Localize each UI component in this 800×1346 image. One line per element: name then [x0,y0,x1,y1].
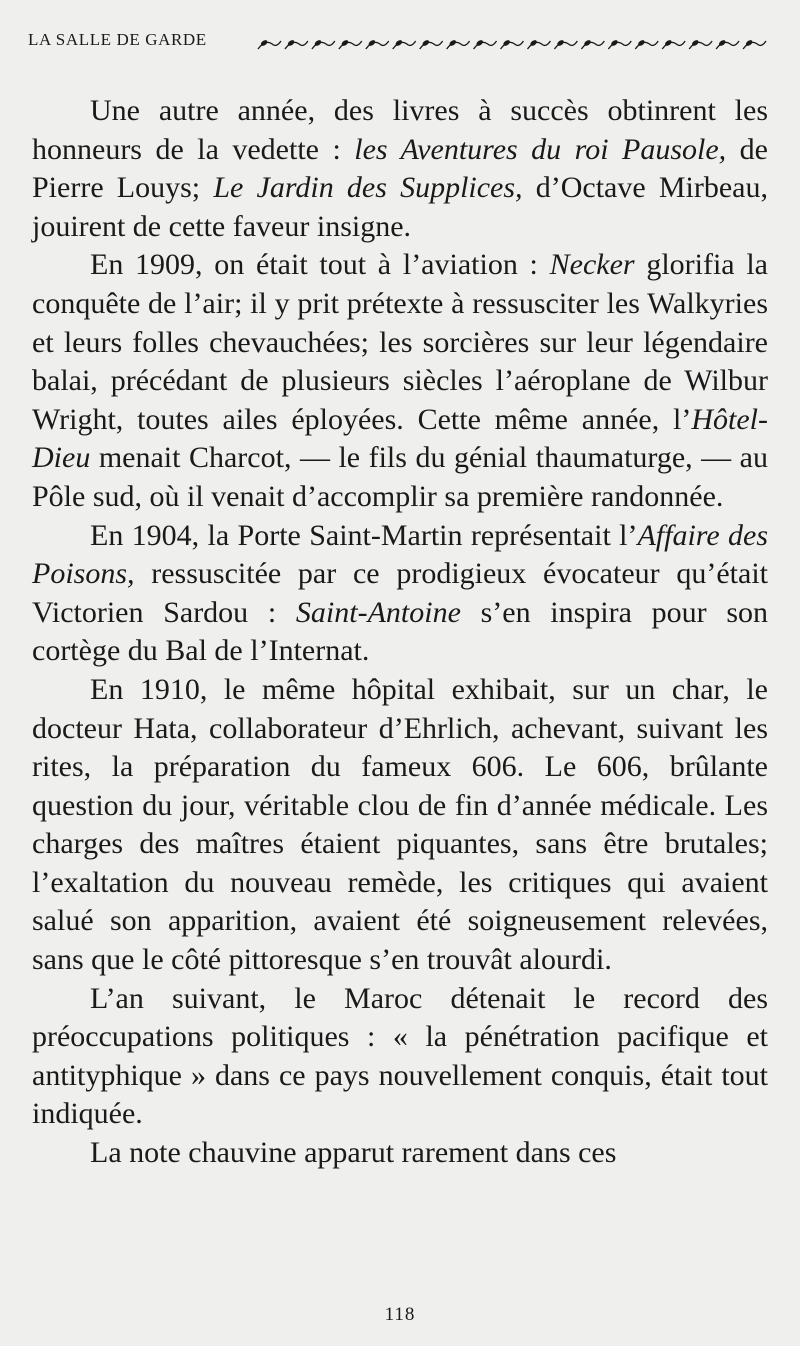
text-run: En 1910, le même hôpital exhibait, sur un char, le docteur Hata, collaborateur d’Ehrlich, achevant, suivant les rites, la préparation du fameux 606. Le 606, brûlante question du jour, véritable clou de fin d’année médicale. Les charges des maîtres étaient piquantes, sans être brutales; l’exaltation du nouveau remède, les critiques qui avaient salué son apparition, avaient été soigneusement relevées, sans que le côté pittoresque s’en trouvât alourdi. [32,672,768,977]
italic-title: Hôtel-Dieu [32,402,768,475]
italic-title: Le Jardin des Supplices, [213,171,523,205]
paragraph [32,980,768,1134]
text-run: L’an suivant, le Maroc détenait le record des préoccupations politiques : « la pénétration pacifique et antityphique » dans ce pays nouvellement conquis, était tout indiquée. [32,981,768,1131]
page-number: 118 [384,1304,416,1325]
text-run: ressuscitée par ce prodigieux évocateur qu’était Victorien Sardou : [32,557,768,629]
text-run: de Pierre Louys; [32,132,768,205]
text-run: d’Octave Mirbeau, jouirent de cette faveur insigne. [32,171,768,243]
text-run: s’en inspira pour son cortège du Bal de l’Internat. [32,595,768,668]
text-run: En 1909, on était tout à l’aviation : [90,248,550,282]
paragraph [32,517,768,671]
text-run: En 1904, la Porte Saint-Martin représentait l’ [90,518,638,552]
text-run: La note chauvine apparut rarement dans ces [90,1136,617,1170]
paragraph [32,671,768,980]
page-header [28,30,768,56]
italic-title: Affaire des Poisons, [32,518,768,591]
text-run: menait Charcot, — le fils du génial thaumaturge, — au Pôle sud, où il venait d’accomplir sa première randonnée. [32,441,768,513]
paragraph [32,1134,768,1173]
body-text [32,92,768,1173]
running-title: LA SALLE DE GARDE [28,30,207,49]
paragraph [32,246,768,516]
italic-title: Necker [549,248,635,282]
paragraph [32,92,768,246]
vine-border-ornament-icon [256,38,768,52]
italic-title: les Aventures du roi Pausole, [354,132,727,166]
italic-title: Saint-Antoine [295,595,461,629]
text-run: glorifia la conquête de l’air; il y prit prétexte à ressusciter les Walkyries et leurs folles chevauchées; les sorcières sur leur légendaire balai, précédant de plusieurs siècles l’aéroplane de Wilbur Wright, toutes ailes éployées. Cette même année, l’ [32,248,768,436]
text-run: Une autre année, des livres à succès obtinrent les honneurs de la vedette : [32,94,768,166]
